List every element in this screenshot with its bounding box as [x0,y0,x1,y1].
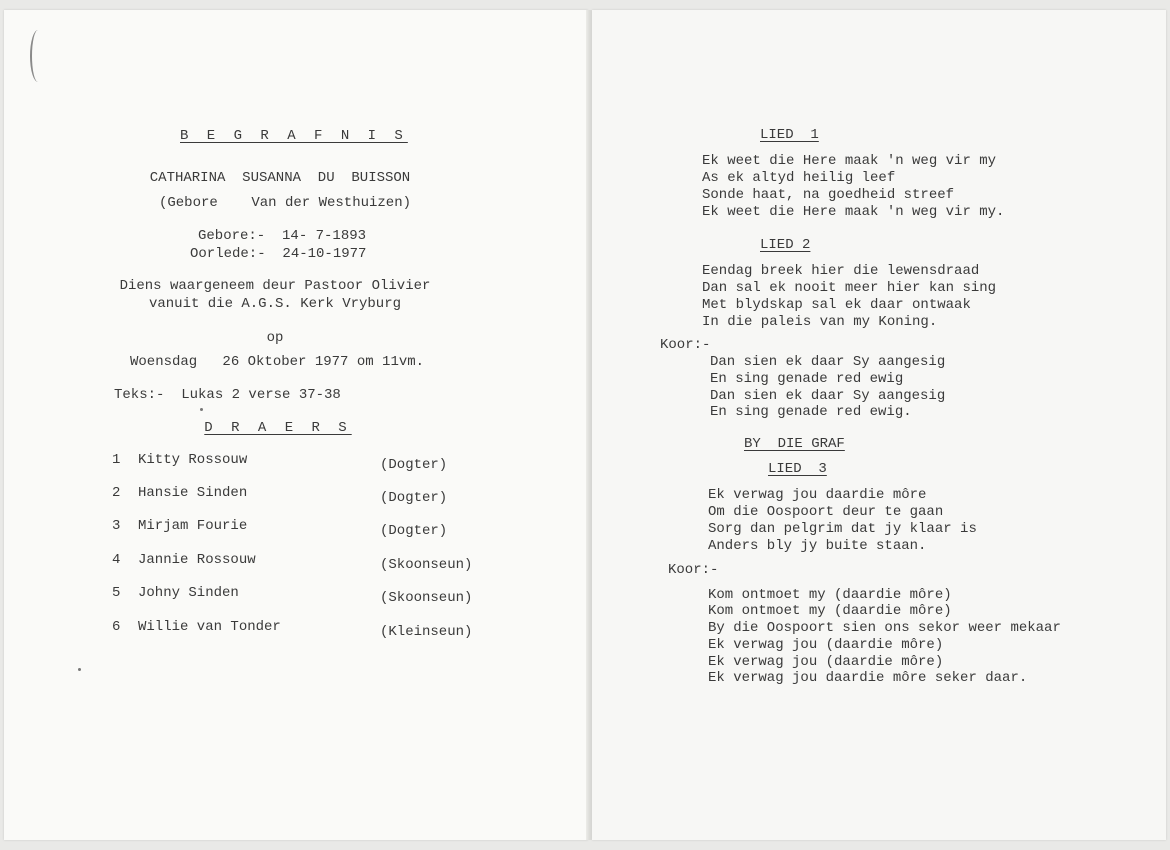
koor-1-label: Koor:- [660,337,711,353]
verse-line: Dan sien ek daar Sy aangesig [710,354,946,370]
verse-line: Dan sien ek daar Sy aangesig [710,388,946,404]
bearer-relation: (Kleinseun) [380,624,473,640]
bearer-number: 6 [112,619,121,635]
paper-speck [200,408,203,411]
verse-line: By die Oospoort sien ons sekor weer mekaar [708,620,1061,636]
verse-line: Ek verwag jou daardie môre [708,487,927,503]
deceased-name: CATHARINA SUSANNA DU BUISSON [149,170,411,186]
bearer-relation: (Dogter) [380,490,448,506]
verse-line: Eendag breek hier die lewensdraad [702,263,980,279]
maiden-name: (Gebore Van der Westhuizen) [158,195,412,211]
verse-line: Kom ontmoet my (daardie môre) [708,587,952,603]
death-date: Oorlede:- 24-10-1977 [190,246,367,262]
verse-line: Kom ontmoet my (daardie môre) [708,603,952,619]
bearer-name: Kitty Rossouw [138,452,248,468]
verse-line: En sing genade red ewig [710,371,904,387]
op-text: op [266,330,284,346]
koor-2-label: Koor:- [668,562,719,578]
paper-speck [78,668,81,671]
lied-1-title: LIED 1 [760,127,819,143]
bearer-number: 3 [112,518,121,534]
verse-line: As ek altyd heilig leef [702,170,896,186]
heading-begrafnis: B E G R A F N I S [180,128,408,144]
service-line-1: Diens waargeneem deur Pastoor Olivier [119,278,431,294]
verse-line: Anders bly jy buite staan. [708,538,927,554]
service-date: Woensdag 26 Oktober 1977 om 11vm. [130,354,425,370]
bearer-number: 4 [112,552,121,568]
verse-line: Ek verwag jou (daardie môre) [708,654,944,670]
verse-line: Ek verwag jou daardie môre seker daar. [708,670,1028,686]
verse-line: Sorg dan pelgrim dat jy klaar is [708,521,977,537]
verse-line: In die paleis van my Koning. [702,314,938,330]
verse-line: En sing genade red ewig. [710,404,912,420]
scripture-text: Teks:- Lukas 2 verse 37-38 [114,387,341,403]
bearer-relation: (Skoonseun) [380,590,473,606]
verse-line: Met blydskap sal ek daar ontwaak [702,297,971,313]
lied-2-title: LIED 2 [760,237,811,253]
verse-line: Ek weet die Here maak 'n weg vir my. [702,204,1005,220]
bearer-name: Jannie Rossouw [138,552,256,568]
bearers-heading: D R A E R S [204,420,352,436]
verse-line: Dan sal ek nooit meer hier kan sing [702,280,997,296]
service-line-2: vanuit die A.G.S. Kerk Vryburg [148,296,402,312]
bearer-name: Johny Sinden [138,585,239,601]
bearer-name: Willie van Tonder [138,619,281,635]
binding-hole-mark [30,30,46,82]
bearer-name: Hansie Sinden [138,485,248,501]
bearer-number: 1 [112,452,121,468]
bearer-number: 5 [112,585,121,601]
by-die-graf-title: BY DIE GRAF [744,436,845,452]
birth-date: Gebore:- 14- 7-1893 [198,228,367,244]
bearer-name: Mirjam Fourie [138,518,248,534]
bearer-relation: (Dogter) [380,523,448,539]
bearer-relation: (Dogter) [380,457,448,473]
lied-3-title: LIED 3 [768,461,827,477]
right-page [592,10,1166,840]
verse-line: Ek weet die Here maak 'n weg vir my [702,153,997,169]
bearer-relation: (Skoonseun) [380,557,473,573]
verse-line: Om die Oospoort deur te gaan [708,504,944,520]
verse-line: Sonde haat, na goedheid streef [702,187,955,203]
verse-line: Ek verwag jou (daardie môre) [708,637,944,653]
bearer-number: 2 [112,485,121,501]
